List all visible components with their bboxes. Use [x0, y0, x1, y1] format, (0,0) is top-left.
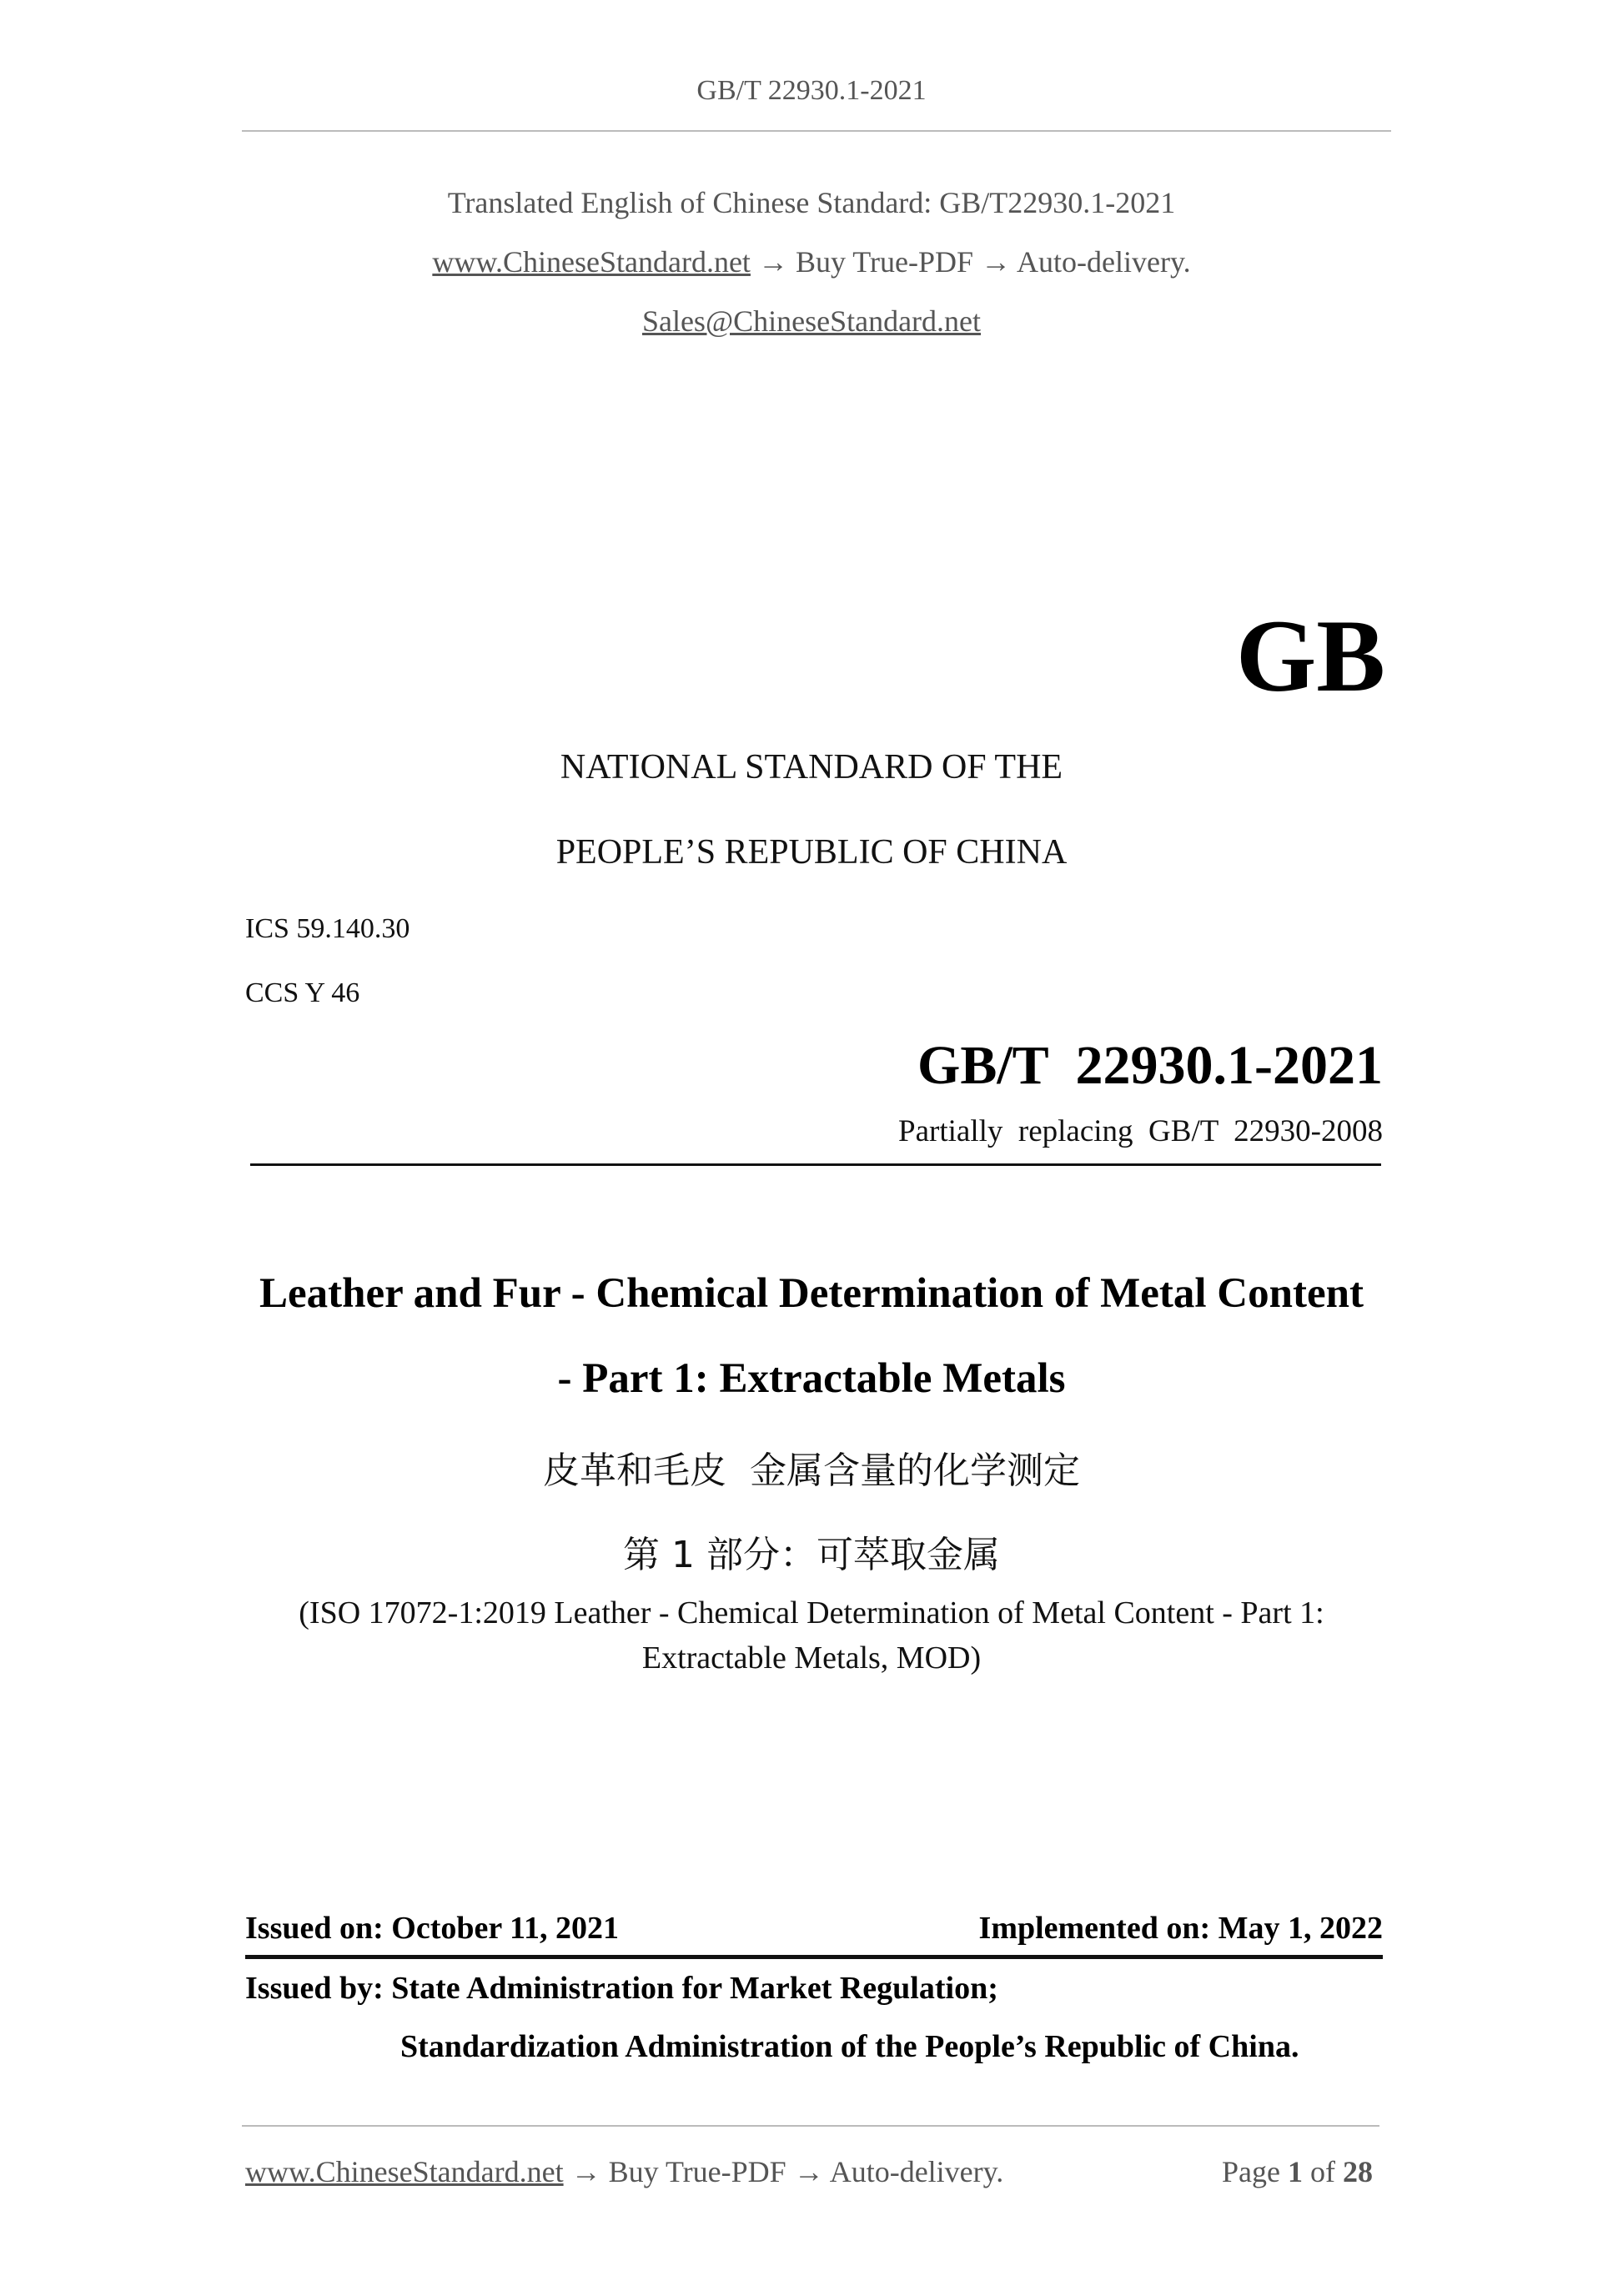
dates-divider [245, 1955, 1383, 1959]
title-en-line2: - Part 1: Extractable Metals [557, 1355, 1066, 1402]
page-current: 1 [1288, 2155, 1303, 2188]
number-divider [250, 1163, 1381, 1166]
issued-by-line1: Issued by: State Administration for Market Regulation; [245, 1971, 998, 2006]
implemented-on: Implemented on: May 1, 2022 [978, 1911, 1383, 1946]
ics-code: ICS 59.140.30 [245, 913, 410, 944]
iso-reference-line2: Extractable Metals, MOD) [641, 1640, 982, 1676]
footer-site-link[interactable]: www.ChineseStandard.net [245, 2155, 564, 2188]
email-link[interactable]: Sales@ChineseStandard.net [641, 304, 982, 338]
site-link[interactable]: www.ChineseStandard.net [432, 245, 751, 279]
arrow-icon: → [570, 2155, 601, 2188]
footer-divider [242, 2125, 1379, 2127]
national-standard-line2: PEOPLE’S REPUBLIC OF CHINA [555, 833, 1068, 872]
footer-buy-true-pdf: Buy True-PDF [608, 2155, 786, 2188]
iso-reference-line1: (ISO 17072-1:2019 Leather - Chemical Determination of Metal Content - Part 1: [299, 1595, 1324, 1630]
arrow-icon: → [981, 245, 1012, 279]
page-indicator [1222, 2154, 1373, 2189]
footer-auto-delivery: Auto-delivery. [829, 2155, 1004, 2188]
page-label: Page [1222, 2155, 1280, 2188]
header-divider [242, 130, 1391, 132]
ccs-code: CCS Y 46 [245, 977, 360, 1008]
buy-true-pdf: Buy True-PDF [795, 245, 974, 279]
auto-delivery: Auto-delivery. [1017, 245, 1191, 279]
running-header: GB/T 22930.1-2021 [696, 75, 927, 106]
title-en-line1: Leather and Fur - Chemical Determination of Metal Content [259, 1270, 1364, 1317]
issued-by-line2: Standardization Administration of the People’s Republic of China. [400, 2029, 1299, 2064]
title-zh-line2: 第 1 部分：可萃取金属 [623, 1534, 1000, 1576]
replacing-note: Partially replacing GB/T 22930-2008 [898, 1114, 1383, 1148]
promo-line: Translated English of Chinese Standard: GB/T22930.1-2021 [447, 186, 1176, 219]
title-zh-line1: 皮革和毛皮 金属含量的化学测定 [543, 1449, 1080, 1492]
gb-mark: GB [1235, 599, 1385, 713]
footer-links [245, 2154, 1003, 2189]
issued-on: Issued on: October 11, 2021 [245, 1911, 619, 1946]
promo-buy-line [0, 244, 1623, 279]
standard-number: GB/T 22930.1-2021 [917, 1035, 1383, 1096]
arrow-icon: → [793, 2155, 824, 2188]
page-total: 28 [1343, 2155, 1373, 2188]
arrow-icon: → [757, 245, 788, 279]
page-of: of [1310, 2155, 1335, 2188]
promo-email-line [0, 304, 1623, 339]
national-standard-line1: NATIONAL STANDARD OF THE [560, 748, 1063, 786]
